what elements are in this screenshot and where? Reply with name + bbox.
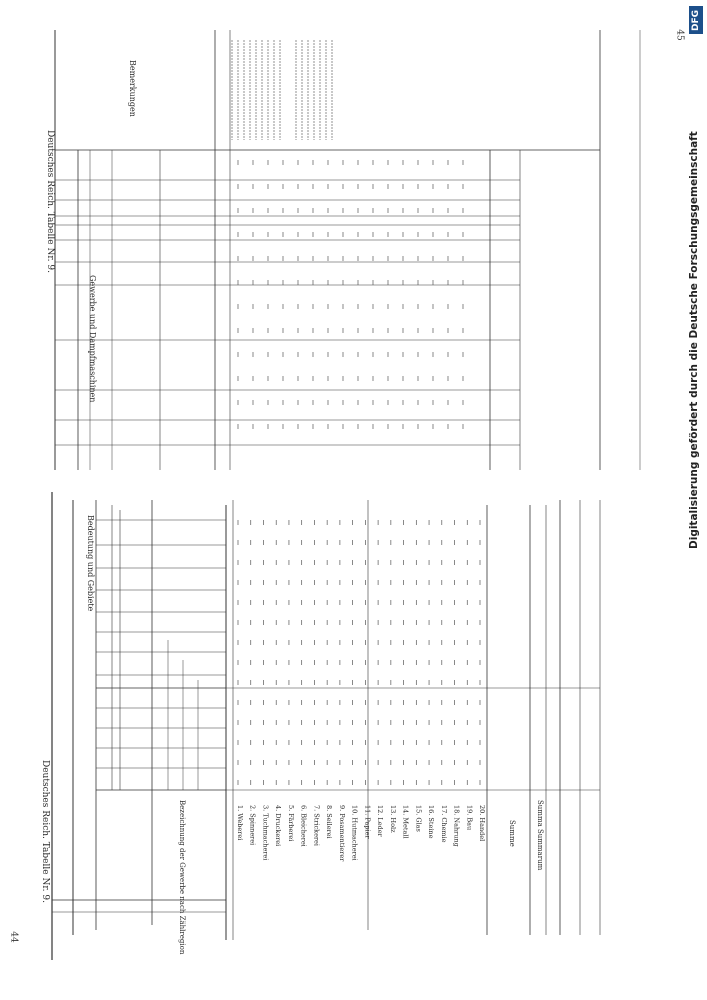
page-number-right: 45 [674, 29, 685, 41]
row-label: 17. Chemie [439, 805, 448, 843]
row-label: 10. Hutmacherei [350, 805, 359, 861]
row-label: 3. Tuchmacherei [261, 805, 270, 861]
row-label: 19. Bau [465, 805, 474, 831]
row-label: 1. Weberei [236, 805, 244, 841]
left-row-labels [236, 805, 486, 862]
row-label: 12. Leder [376, 805, 385, 837]
row-label: 16. Steine [427, 805, 436, 839]
row-label: 14. Metall [401, 805, 410, 839]
row-label: 2. Spinnerei [248, 805, 257, 846]
left-sum-label: Summe [508, 820, 516, 847]
row-label: 7. Strickerei [312, 805, 321, 846]
left-data-marks [238, 520, 480, 785]
row-label: 6. Bleicherei [299, 805, 308, 847]
right-section-title: Gewerbe und Dampfmaschinen [88, 275, 97, 403]
right-running-head: Deutsches Reich. Tabelle Nr. 9. [45, 130, 55, 273]
row-label: 9. Posamentierer [337, 805, 346, 862]
row-label: 8. Seilerei [325, 805, 334, 839]
row-label: 5. Färberei [286, 805, 295, 842]
left-column-header: Bezeichnung der Gewerbe nach Zählregion [178, 800, 186, 955]
left-page [40, 492, 600, 960]
left-section-title: Bedeutung und Gebiete [86, 515, 95, 612]
page-number-left: 44 [8, 931, 19, 943]
right-data-marks [238, 160, 463, 429]
row-label: 20. Handel [478, 805, 486, 842]
right-remarks-header: Bemerkungen [128, 60, 137, 117]
right-remarks-lines [232, 40, 332, 140]
left-running-head: Deutsches Reich. Tabelle Nr. 9. [40, 760, 50, 903]
dfg-attribution: Digitalisierung gefördert durch die Deutsche Forschungsgemeinschaft [688, 131, 700, 549]
row-label: 13. Holz [388, 805, 397, 833]
row-label: 15. Glas [414, 805, 423, 832]
row-label: 4. Druckerei [274, 805, 283, 847]
left-total-label: Summa Summarum [536, 800, 544, 871]
row-label: 11. Papier [363, 805, 372, 839]
right-page [45, 30, 640, 470]
dfg-logo: DFG [689, 6, 703, 34]
row-label: 18. Nahrung [452, 805, 461, 847]
